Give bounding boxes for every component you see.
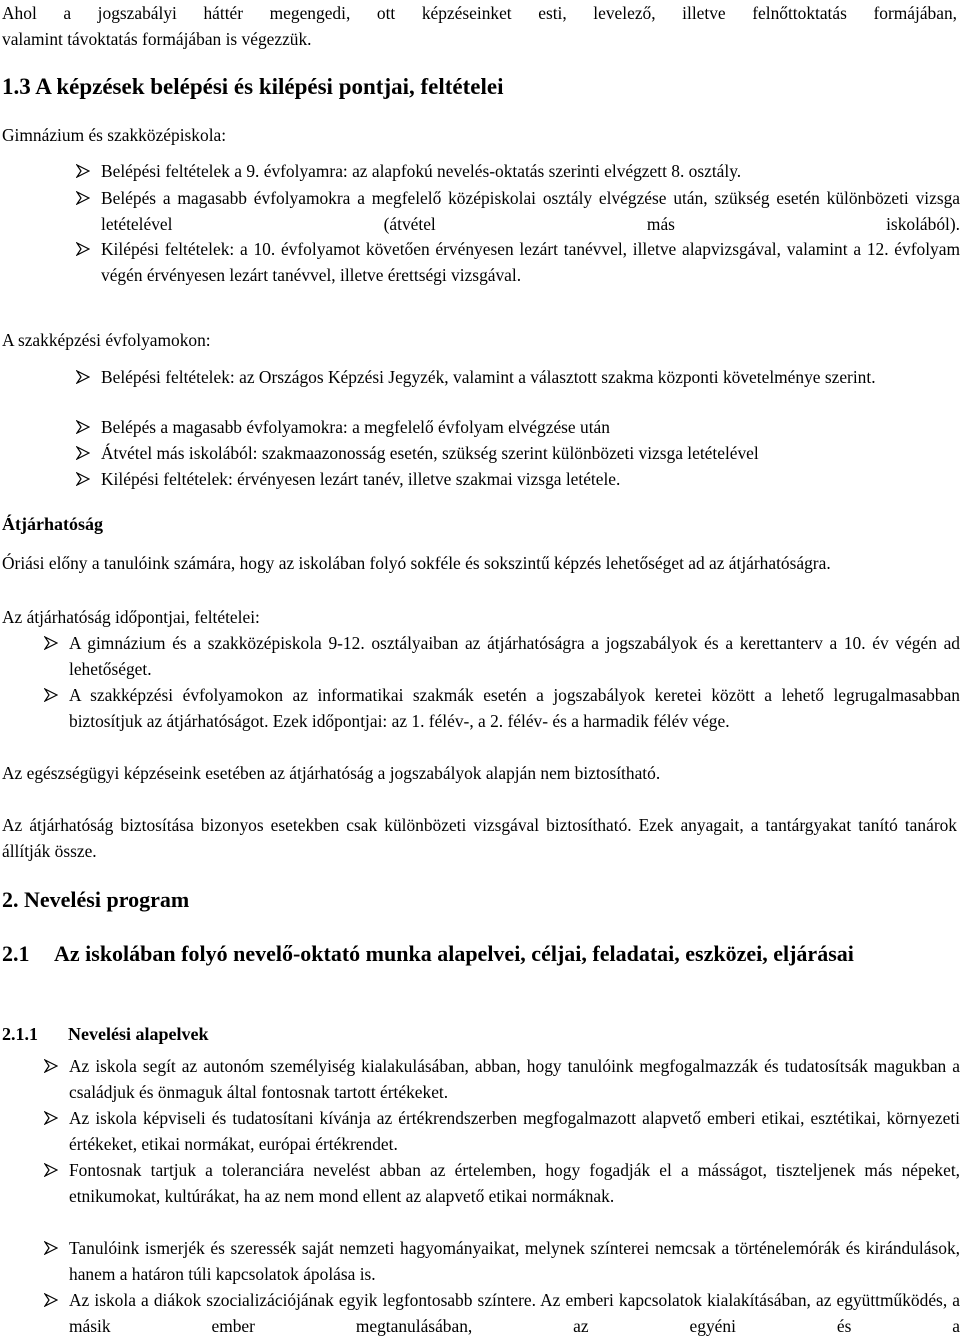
intro-line-1: Ahol a jogszabályi háttér megengedi, ott képzéseinket esti, levelező, illetve felnőttoktatás formájában, <box>2 3 957 23</box>
arrowhead-bullet-icon <box>44 1293 58 1307</box>
list-item <box>76 440 960 466</box>
list-item-text: A gimnázium és a szakközépiskola 9-12. osztályaiban az átjárhatóságra a jogszabályok és a kerettanterv a 10. év végén ad lehetőséget. <box>69 633 960 679</box>
list-item <box>44 1105 960 1157</box>
szakkepzes-label: A szakképzési évfolyamokon: <box>2 330 211 350</box>
list-item <box>76 158 960 184</box>
section-2-1-1-title: Nevelési alapelvek <box>68 1024 209 1044</box>
list-item <box>44 682 960 734</box>
section-2-1-number: 2.1 <box>2 941 30 966</box>
list-item-text: Belépés a magasabb évfolyamokra a megfelelő középiskolai osztály elvégzése után, szükség esetén különbözeti vizsga letételével (átvétel más iskolából). <box>101 188 960 234</box>
arrowhead-bullet-icon <box>44 688 58 702</box>
arrowhead-bullet-icon <box>44 1059 58 1073</box>
arrowhead-bullet-icon <box>76 472 90 486</box>
section-2-1-heading <box>2 939 960 969</box>
arrowhead-bullet-icon <box>76 242 90 256</box>
list-item <box>44 630 960 682</box>
arrowhead-bullet-icon <box>76 446 90 460</box>
arrowhead-bullet-icon <box>76 370 90 384</box>
list-item-text: Kilépési feltételek: a 10. évfolyamot követően érvényesen lezárt tanévvel, illetve alapvizsgával, valamint a 12. évfolyam végén érvényesen lezárt tanévvel, illetve érettségi vizsgával. <box>101 239 960 285</box>
section-1-3-title: 1.3 A képzések belépési és kilépési pontjai, feltételei <box>2 74 504 99</box>
arrowhead-bullet-icon <box>76 420 90 434</box>
atjarhatosag-paragraph-3: Az egészségügyi képzéseink esetében az átjárhatóság a jogszabályok alapján nem biztosítható. <box>2 763 661 783</box>
list-item <box>44 1157 960 1209</box>
section-2-1-1-heading <box>2 1021 960 1047</box>
list-item <box>44 1235 960 1287</box>
arrowhead-bullet-icon <box>44 1111 58 1125</box>
arrowhead-bullet-icon <box>44 1241 58 1255</box>
intro-line-2: valamint távoktatás formájában is végezzük. <box>2 29 312 49</box>
list-item-text: Az iskola képviseli és tudatosítani kívánja az értékrendszerben megfogalmazott alapvető emberi etikai, esztétikai, környezeti értékeket, etikai normákat, európai értékrendet. <box>69 1108 960 1154</box>
list-item <box>44 1287 960 1339</box>
list-item <box>76 185 960 237</box>
list-item <box>76 414 960 440</box>
atjarhatosag-title: Átjárhatóság <box>2 514 103 534</box>
list-item-text: Belépés a magasabb évfolyamokra: a megfelelő évfolyam elvégzése után <box>101 417 610 437</box>
list-item <box>44 1053 960 1105</box>
atjarhatosag-paragraph-4: Az átjárhatóság biztosítása bizonyos esetekben csak különbözeti vizsgával biztosítható. Ezek anyagait, a tantárgyakat tanító tanárok állítják össze. <box>2 815 957 861</box>
list-item-text: Átvétel más iskolából: szakmaazonosság esetén, szükség szerint különbözeti vizsga letételével <box>101 443 759 463</box>
arrowhead-bullet-icon <box>76 191 90 205</box>
atjarhatosag-paragraph-1: Óriási előny a tanulóink számára, hogy az iskolában folyó sokféle és sokszintű képzés lehetőséget ad az átjárhatóságra. <box>2 553 831 573</box>
list-item-text: Belépési feltételek: az Országos Képzési Jegyzék, valamint a választott szakma központi követelménye szerint. <box>101 367 876 387</box>
atjarhatosag-paragraph-2: Az átjárhatóság időpontjai, feltételei: <box>2 607 260 627</box>
list-item-text: A szakképzési évfolyamokon az informatikai szakmák esetén a jogszabályok keretei között a lehető legrugalmasabban biztosítjuk az átjárhatóságot. Ezek időpontjai: az 1. félév-, a 2. félév- és a harmadik félév vége. <box>69 685 960 731</box>
list-item-text: Fontosnak tartjuk a toleranciára nevelést abban az értelemben, hogy fogadják el a másságot, tiszteljenek más népeket, etnikumokat, kultúrákat, ha az nem mond ellent az alapvető etikai normáknak. <box>69 1160 960 1206</box>
list-item-text: Az iskola segít az autonóm személyiség kialakulásában, abban, hogy tanulóink megfogalmazzák és tudatosítsák magukban a családjuk és önmaguk által fontosnak tartott értékeket. <box>69 1056 960 1102</box>
arrowhead-bullet-icon <box>44 636 58 650</box>
section-2-1-1-number: 2.1.1 <box>2 1024 38 1044</box>
section-2-title: 2. Nevelési program <box>2 887 190 912</box>
list-item-text: Belépési feltételek a 9. évfolyamra: az alapfokú nevelés-oktatás szerinti elvégzett 8. osztály. <box>101 161 742 181</box>
list-item <box>76 364 960 390</box>
list-item <box>76 236 960 288</box>
list-item-text: Tanulóink ismerjék és szeressék saját nemzeti hagyományaikat, melynek színterei nemcsak a történelemórák és kirándulások, hanem a határon túli kapcsolatok ápolása is. <box>69 1238 960 1284</box>
section-2-1-title: Az iskolában folyó nevelő-oktató munka alapelvei, céljai, feladatai, eszközei, eljárásai <box>54 941 854 966</box>
arrowhead-bullet-icon <box>44 1163 58 1177</box>
list-item <box>76 466 960 492</box>
list-item-text: Az iskola a diákok szocializációjának egyik legfontosabb színtere. Az emberi kapcsolatok kialakításában, az együttműködés, a másik ember megtanulásában, az egyéni és a <box>69 1290 960 1336</box>
list-item-text: Kilépési feltételek: érvényesen lezárt tanév, illetve szakmai vizsga letétele. <box>101 469 621 489</box>
gimnazium-label: Gimnázium és szakközépiskola: <box>2 125 227 145</box>
arrowhead-bullet-icon <box>76 164 90 178</box>
